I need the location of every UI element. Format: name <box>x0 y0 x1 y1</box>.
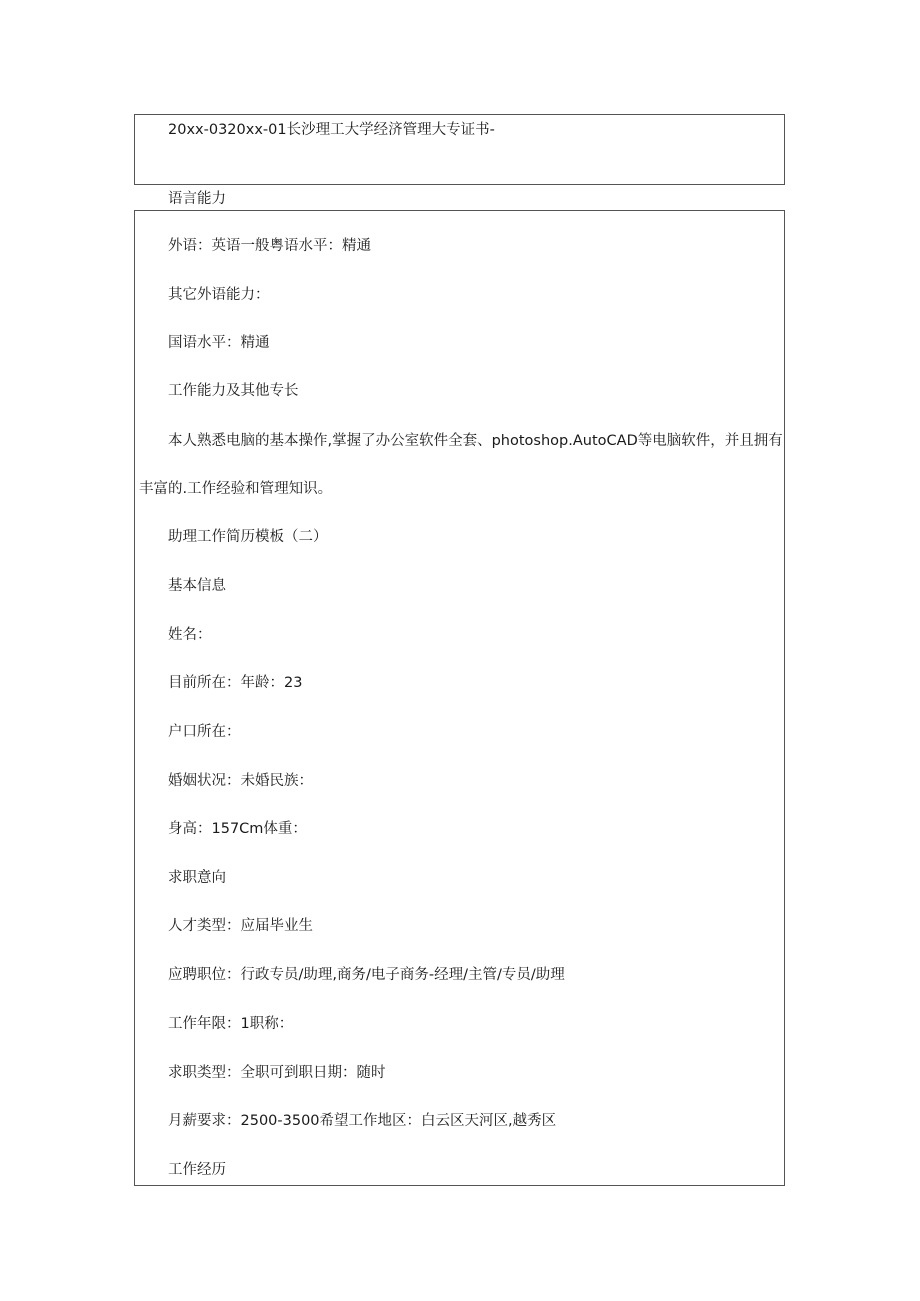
marital-ethnic-field: 婚姻状况：未婚民族： <box>168 773 313 789</box>
mandarin-level-field: 国语水平：精通 <box>168 335 270 351</box>
location-age-field: 目前所在：年龄：23 <box>168 675 303 691</box>
other-foreign-language-field: 其它外语能力： <box>168 287 270 303</box>
skills-text-line-2: 丰富的.工作经验和管理知识。 <box>139 481 333 497</box>
resume-table-main <box>134 210 785 1186</box>
work-years-field: 工作年限：1职称： <box>168 1016 294 1032</box>
position-field: 应聘职位：行政专员/助理,商务/电子商务-经理/主管/专员/助理 <box>168 967 565 983</box>
salary-area-field: 月薪要求：2500-3500希望工作地区：白云区天河区,越秀区 <box>168 1113 557 1129</box>
height-weight-field: 身高：157Cm体重： <box>168 821 307 837</box>
foreign-language-field: 外语：英语一般粤语水平：精通 <box>168 238 371 254</box>
skills-text-line-1: 本人熟悉电脑的基本操作,掌握了办公室软件全套、photoshop.AutoCAD等电脑软件，并且拥有 <box>168 433 783 449</box>
hukou-field: 户口所在： <box>168 724 241 740</box>
section-title-language: 语言能力 <box>168 191 226 207</box>
section-title-job-intent: 求职意向 <box>168 870 226 886</box>
section-title-basic-info: 基本信息 <box>168 578 226 594</box>
job-type-field: 求职类型：全职可到职日期：随时 <box>168 1065 386 1081</box>
section-title-work-history: 工作经历 <box>168 1162 226 1178</box>
education-entry: 20xx-0320xx-01长沙理工大学经济管理大专证书- <box>168 122 495 138</box>
name-field: 姓名： <box>168 627 212 643</box>
template-title: 助理工作简历模板（二） <box>168 529 328 545</box>
section-title-skills: 工作能力及其他专长 <box>168 383 299 399</box>
talent-type-field: 人才类型：应届毕业生 <box>168 918 313 934</box>
